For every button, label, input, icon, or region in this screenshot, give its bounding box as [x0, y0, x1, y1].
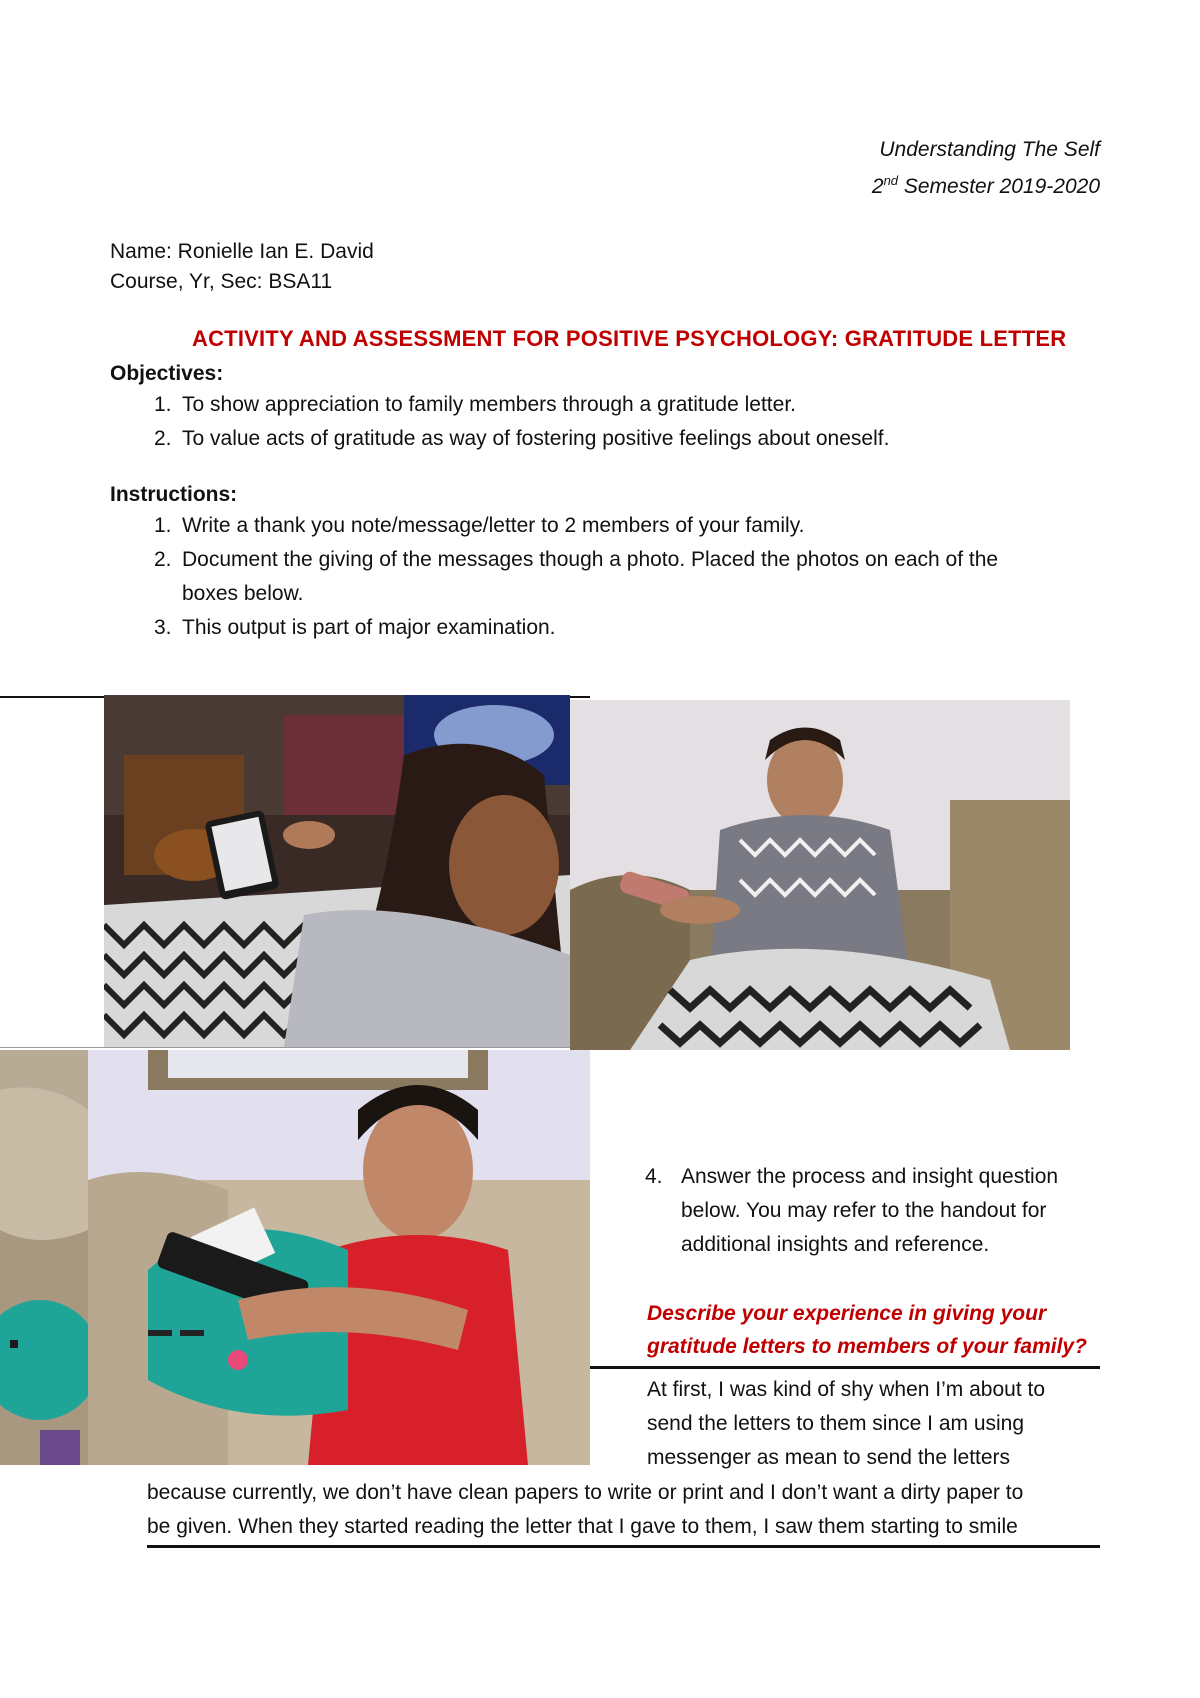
semester-ordinal: 2 [871, 175, 884, 198]
objectives-heading: Objectives: [110, 362, 224, 385]
item-4-line: additional insights and reference. [681, 1233, 990, 1256]
instructions-heading: Instructions: [110, 483, 238, 506]
photo-box-border [0, 1047, 590, 1048]
semester-rest: Semester 2019-2020 [898, 175, 1100, 198]
answer-underline [147, 1545, 1100, 1548]
objective-item: 1. To show appreciation to family members through a gratitude letter. [154, 393, 796, 416]
answer-line-wide-2: be given. When they started reading the letter that I gave to them, I saw them starting to smile [147, 1515, 1018, 1538]
item-4-line: below. You may refer to the handout for [681, 1199, 1047, 1222]
student-course: Course, Yr, Sec: BSA11 [110, 270, 333, 293]
objective-item: 2. To value acts of gratitude as way of fostering positive feelings about oneself. [154, 427, 890, 450]
answer-line: At first, I was kind of shy when I’m about to [647, 1378, 1046, 1401]
photo-family-member-2-crop [0, 1050, 88, 1465]
item-4-num: 4. [645, 1165, 663, 1188]
question-line-1: Describe your experience in giving your [647, 1302, 1047, 1325]
answer-line-wide-1: because currently, we don’t have clean papers to write or print and I don’t want a dirty paper to [147, 1481, 1024, 1504]
activity-title: ACTIVITY AND ASSESSMENT FOR POSITIVE PSYCHOLOGY: GRATITUDE LETTER [192, 326, 1067, 351]
photo-4-image [88, 1050, 590, 1465]
semester-sup: nd [883, 173, 899, 188]
semester-line [872, 164, 1100, 204]
item-4-line: Answer the process and insight question [681, 1165, 1059, 1188]
course-title: Understanding The Self [879, 138, 1100, 161]
instruction-item-4 [645, 1160, 1058, 1262]
answer-narrow [647, 1373, 1045, 1475]
instruction-item: 2. Document the giving of the messages though a photo. Placed the photos on each of the [154, 548, 999, 571]
answer-line: send the letters to them since I am using [647, 1412, 1025, 1435]
photo-2-image [570, 700, 1070, 1050]
instruction-item-cont: boxes below. [182, 582, 304, 605]
question-underline [590, 1366, 1100, 1369]
student-name: Name: Ronielle Ian E. David [110, 240, 374, 263]
photo-family-member-1 [104, 695, 570, 1047]
question-line-2: gratitude letters to members of your family? [647, 1335, 1087, 1358]
objectives-list [110, 388, 889, 456]
photo-family-member-2 [88, 1050, 590, 1465]
instruction-item: 3. This output is part of major examination. [154, 616, 556, 639]
instructions-list [110, 509, 998, 645]
answer-line: messenger as mean to send the letters [647, 1446, 1011, 1469]
instruction-item: 1. Write a thank you note/message/letter to 2 members of your family. [154, 514, 805, 537]
photo-3-image [0, 1050, 88, 1465]
photo-1-image [104, 695, 570, 1047]
photo-family-member-1b [570, 700, 1070, 1050]
